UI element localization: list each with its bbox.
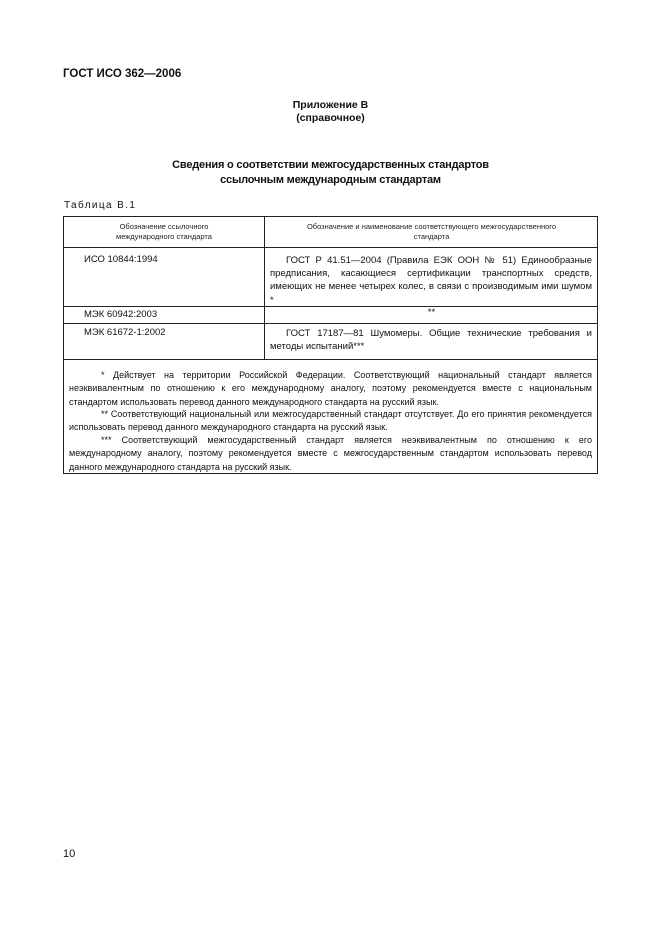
table-row-2-corresponding: ** — [427, 307, 436, 318]
table-row-1-corresponding: ГОСТ Р 41.51—2004 (Правила ЕЭК ООН № 51) Единообразные предписания, касающиеся сертификации транспортных средств, имеющих не менее четырех колес, в связи с производимым ими шумом * — [270, 255, 592, 306]
appendix-subtitle: (справочное) — [296, 112, 365, 124]
table-row-3-reference: МЭК 61672-1:2002 — [84, 327, 166, 338]
appendix-title: Приложение В — [292, 99, 369, 111]
column-header-reference: Обозначение ссылочного международного стандарта — [116, 222, 212, 241]
document-header: ГОСТ ИСО 362—2006 — [63, 68, 182, 80]
column-header-corresponding: Обозначение и наименование соответствующего межгосударственного стандарта — [306, 222, 557, 241]
section-heading — [0, 158, 661, 188]
footnote-3: *** Соответствующий межгосударственный стандарт является неэквивалентным по отношению к его международному аналогу, поэтому рекомендуется вместе с межгосударственным стандартом использовать перевод данного международного стандарта на русский язык. — [69, 435, 592, 472]
footnote-divider — [64, 359, 597, 360]
standards-table — [63, 216, 598, 474]
table-label: Таблица В.1 — [64, 200, 137, 211]
footnote-2: ** Соответствующий национальный или межгосударственный стандарт отсутствует. До его принятия рекомендуется использовать перевод данного международного стандарта на русский язык. — [69, 409, 592, 433]
footnote-1: * Действует на территории Российской Федерации. Соответствующий национальный стандарт является неэквивалентным по отношению к его международному аналогу, поэтому рекомендуется вместе с национальным стандартом использовать перевод данного международного стандарта на русский язык. — [69, 370, 592, 407]
heading-line-2: ссылочным международным стандартам — [220, 174, 441, 186]
table-row-1-reference: ИСО 10844:1994 — [84, 254, 158, 265]
table-row-3-corresponding: ГОСТ 17187—81 Шумомеры. Общие технические требования и методы испытаний*** — [270, 328, 592, 353]
table-row-2-reference: МЭК 60942:2003 — [84, 309, 158, 320]
page-number: 10 — [63, 848, 76, 860]
row-divider — [64, 323, 597, 324]
heading-line-1: Сведения о соответствии межгосударственных стандартов — [172, 159, 489, 171]
header-divider — [64, 247, 597, 248]
